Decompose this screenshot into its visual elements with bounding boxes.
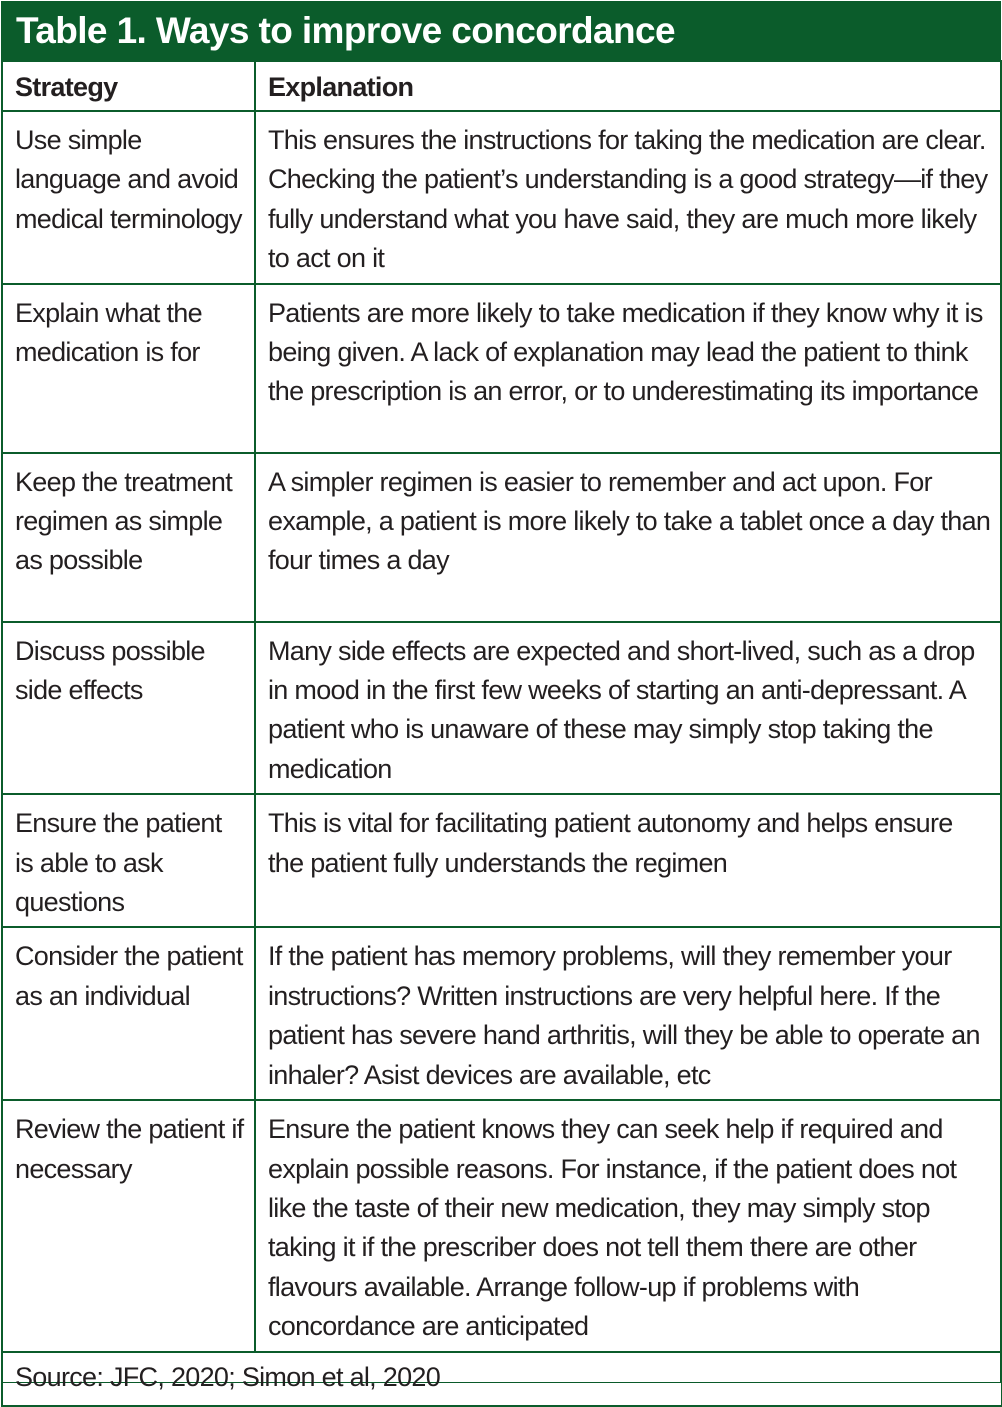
explanation-cell: If the patient has memory problems, will they remember your instructions? Written instructions are very helpful here. If the patient has severe hand arthritis, will they be able to operate an inhaler? Asist devices are available, etc <box>255 927 1002 1100</box>
strategy-cell: Review the patient if necessary <box>2 1100 255 1351</box>
explanation-cell: A simpler regimen is easier to remember and act upon. For example, a patient is more likely to take a tablet once a day than four times a day <box>255 453 1002 622</box>
strategy-cell: Ensure the patient is able to ask questions <box>2 794 255 927</box>
table-row <box>2 927 1002 1100</box>
table-title: Table 1. Ways to improve concordance <box>2 2 1000 60</box>
strategy-cell: Explain what the medication is for <box>2 284 255 453</box>
concordance-table-figure <box>1 1 1001 1392</box>
explanation-cell: This ensures the instructions for taking the medication are clear. Checking the patient’s understanding is a good strategy—if they fully understand what you have said, they are much more likely to act on it <box>255 111 1002 284</box>
explanation-cell: Many side effects are expected and short-lived, such as a drop in mood in the first few weeks of starting an anti-depressant. A patient who is unaware of these may simply stop taking the medication <box>255 622 1002 795</box>
source-row <box>2 1352 1002 1406</box>
table-row <box>2 111 1002 284</box>
explanation-cell: Patients are more likely to take medication if they know why it is being given. A lack of explanation may lead the patient to think the prescription is an error, or to underestimating its importance <box>255 284 1002 453</box>
table-row <box>2 794 1002 927</box>
column-header-explanation: Explanation <box>255 61 1002 111</box>
concordance-table <box>1 60 1002 1407</box>
source-note: Source: JFC, 2020; Simon et al, 2020 <box>2 1352 1002 1406</box>
strategy-cell: Discuss possible side effects <box>2 622 255 795</box>
explanation-cell: This is vital for facilitating patient autonomy and helps ensure the patient fully understands the regimen <box>255 794 1002 927</box>
table-row <box>2 284 1002 453</box>
strategy-cell: Use simple language and avoid medical terminology <box>2 111 255 284</box>
table-row <box>2 1100 1002 1351</box>
table-row <box>2 622 1002 795</box>
strategy-cell: Keep the treatment regimen as simple as possible <box>2 453 255 622</box>
table-header-row <box>2 61 1002 111</box>
column-header-strategy: Strategy <box>2 61 255 111</box>
strategy-cell: Consider the patient as an individual <box>2 927 255 1100</box>
explanation-cell: Ensure the patient knows they can seek help if required and explain possible reasons. For instance, if the patient does not like the taste of their new medication, they may simply stop taking it if the prescriber does not tell them there are other flavours available. Arrange follow-up if problems with concordance are anticipated <box>255 1100 1002 1351</box>
table-row <box>2 453 1002 622</box>
